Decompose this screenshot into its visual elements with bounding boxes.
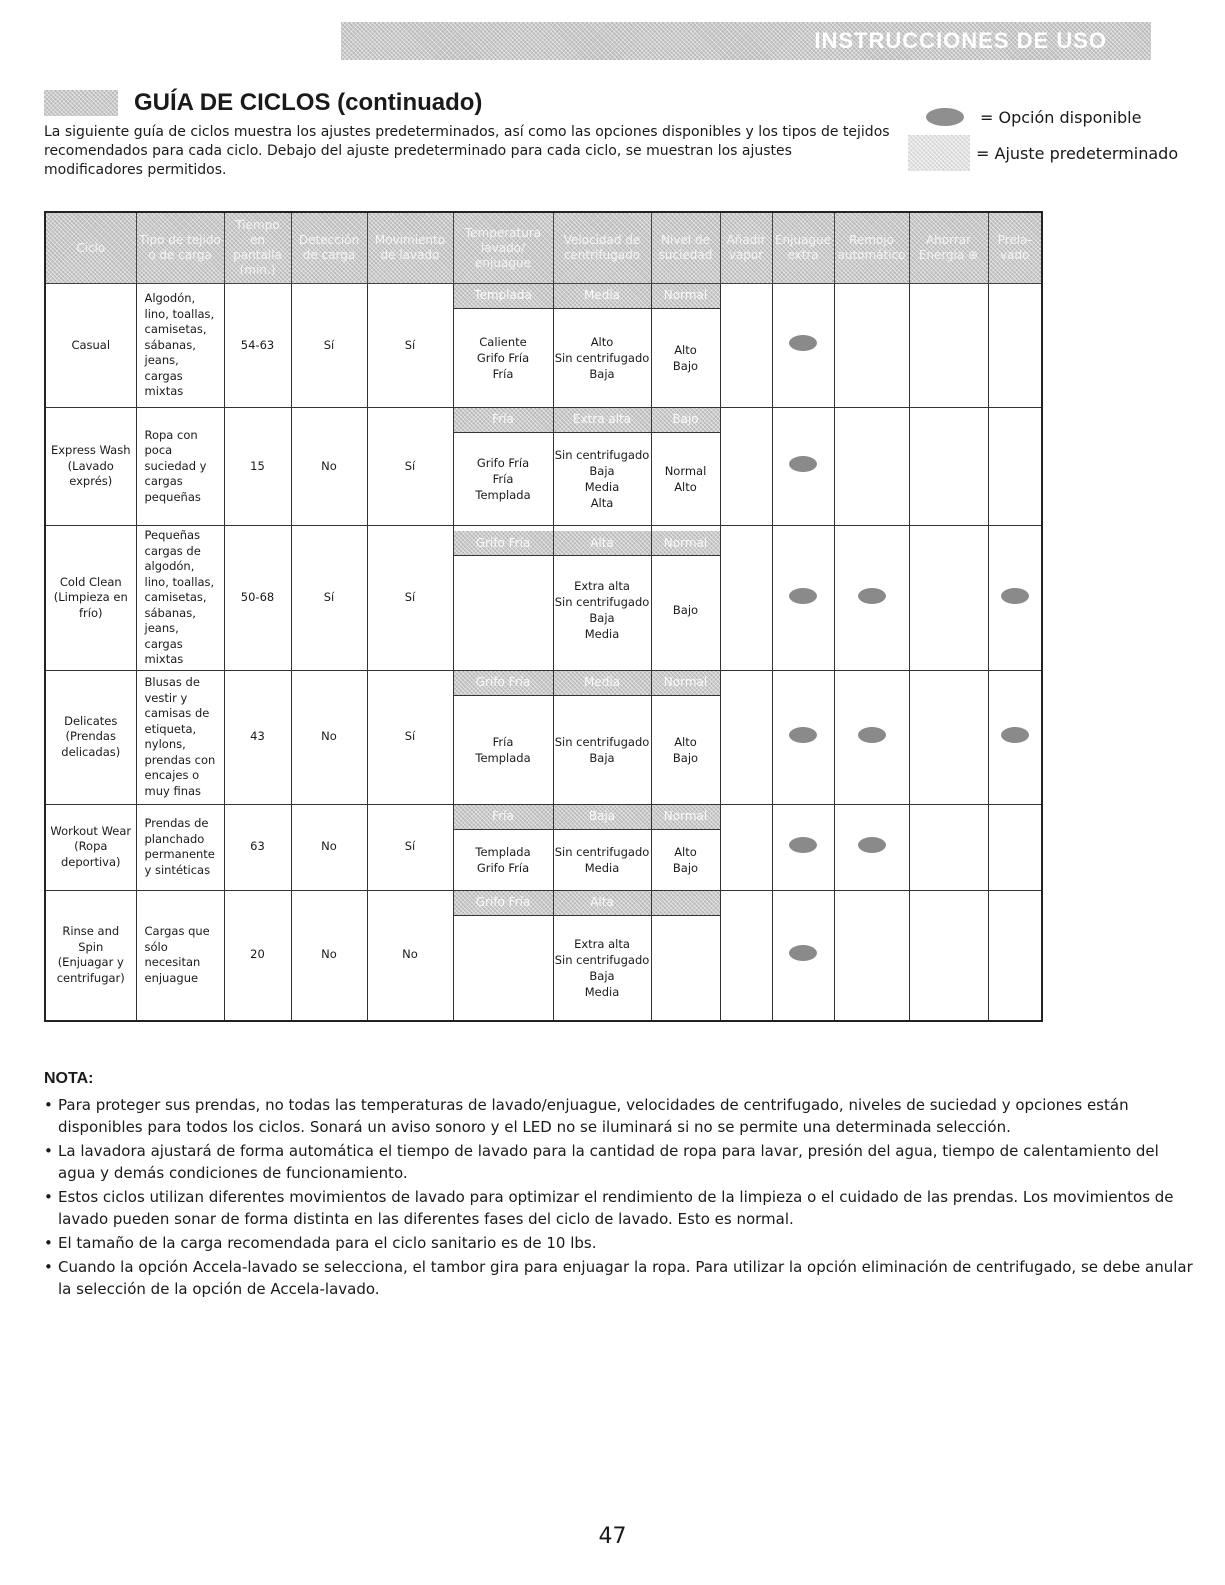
soil-modifier: Alto (674, 734, 697, 749)
spin-default: Extra alta (554, 408, 651, 433)
prewash-cell (988, 284, 1042, 408)
temp-modifiers (454, 556, 553, 664)
energy-saver-cell (909, 890, 988, 1021)
soil-modifier: Alto (674, 343, 697, 357)
column-header: Enjuague extra (772, 212, 834, 284)
prewash-cell (988, 526, 1042, 671)
cycle-name: Express Wash (Lavado exprés) (45, 408, 136, 526)
spin-default: Alta (554, 531, 651, 556)
soil-setting-cell (651, 284, 720, 408)
option-available-icon (1001, 727, 1029, 743)
spin-default: Media (554, 284, 651, 309)
wash-motion: Sí (367, 670, 453, 804)
table-row (45, 670, 1042, 804)
option-available-icon (789, 456, 817, 472)
page-number: 47 (598, 1524, 627, 1549)
soil-default: Normal (652, 284, 720, 309)
soil-setting (652, 671, 720, 804)
soil-setting-cell (651, 670, 720, 804)
spin-modifiers (554, 433, 651, 525)
soil-modifiers (652, 916, 720, 1020)
wash-motion: Sí (367, 804, 453, 890)
soil-default: Normal (652, 671, 720, 696)
load-detection: Sí (291, 284, 367, 408)
temp-modifiers (454, 433, 553, 525)
default-swatch-icon (908, 135, 970, 171)
soil-modifier: Bajo (672, 860, 699, 875)
note-item: • Para proteger sus prendas, no todas las temperaturas de lavado/enjuague, velocidades de centrifugado, niveles de suciedad y opciones están disponibles para todos los ciclos. Sonará un aviso sonoro y el LED no se iluminará si no se permite una determinada selección. (44, 1094, 1194, 1138)
add-steam-cell (720, 670, 772, 804)
soil-modifier: Bajo (672, 603, 699, 618)
spin-setting-cell (553, 890, 651, 1021)
option-available-icon (858, 727, 886, 743)
temp-setting-cell (453, 804, 553, 890)
spin-setting (554, 671, 651, 804)
spin-setting (554, 408, 651, 525)
spin-modifier: Media (584, 480, 620, 494)
prewash-cell (988, 670, 1042, 804)
prewash-cell (988, 408, 1042, 526)
notes-section (44, 1068, 1194, 1302)
spin-modifier: Alta (590, 496, 614, 510)
soil-setting-cell (651, 890, 720, 1021)
table-row (45, 804, 1042, 890)
add-steam-cell (720, 408, 772, 526)
temp-setting-cell (453, 526, 553, 671)
wash-motion: Sí (367, 526, 453, 671)
cycle-name: Rinse and Spin (Enjuagar y centrifugar) (45, 890, 136, 1021)
temp-modifier: Templada (475, 750, 531, 765)
soil-default (652, 891, 720, 916)
auto-soak-cell (834, 408, 909, 526)
option-available-icon (789, 588, 817, 604)
auto-soak-cell (834, 670, 909, 804)
temp-modifier: Fría (492, 367, 514, 381)
spin-modifiers (554, 556, 651, 664)
load-detection: No (291, 804, 367, 890)
load-detection: Sí (291, 526, 367, 671)
table-row (45, 890, 1042, 1021)
temp-setting-cell (453, 890, 553, 1021)
spin-setting (554, 531, 651, 664)
spin-modifier: Sin centrifugado (554, 734, 650, 749)
option-dot-icon (926, 108, 964, 126)
spin-setting (554, 284, 651, 407)
spin-setting (554, 805, 651, 890)
energy-saver-cell (909, 408, 988, 526)
temp-setting-cell (453, 670, 553, 804)
option-available-icon (1001, 588, 1029, 604)
temp-modifier: Caliente (479, 335, 527, 349)
spin-modifiers (554, 830, 651, 890)
spin-modifiers (554, 309, 651, 407)
table-row (45, 284, 1042, 408)
soil-setting (652, 805, 720, 890)
fabric-type: Pequeñas cargas de algodón, lino, toallas, camisetas, sábanas, jeans, cargas mixtas (136, 526, 224, 671)
soil-modifiers (652, 556, 720, 664)
temp-modifier: Grifo Fría (476, 456, 530, 470)
spin-modifier: Sin centrifugado (554, 595, 650, 610)
load-detection: No (291, 670, 367, 804)
spin-default: Alta (554, 891, 651, 916)
temp-setting (454, 408, 553, 525)
spin-setting-cell (553, 670, 651, 804)
temp-modifier: Grifo Fría (476, 351, 530, 365)
temp-setting-cell (453, 284, 553, 408)
legend-default-label: = Ajuste predeterminado (976, 143, 1179, 163)
table-row (45, 526, 1042, 671)
column-header: Velocidad de centrifugado (553, 212, 651, 284)
cycle-guide-table (44, 211, 1043, 1022)
display-time: 15 (224, 408, 291, 526)
temp-setting-cell (453, 408, 553, 526)
temp-default: Fría (454, 408, 553, 433)
spin-modifier: Media (584, 627, 620, 642)
temp-modifier: Templada (475, 488, 531, 502)
legend-default (908, 139, 1188, 167)
temp-modifier: Fría (492, 734, 514, 749)
column-header: Ciclo (45, 212, 136, 284)
display-time: 43 (224, 670, 291, 804)
note-item: • Estos ciclos utilizan diferentes movimientos de lavado para optimizar el rendimiento de la limpieza o el cuidado de las prendas. Los movimientos de lavado pueden sonar de forma distinta en las diferentes fases del ciclo de lavado. Esto es normal. (44, 1186, 1194, 1230)
spin-modifier: Sin centrifugado (554, 844, 650, 859)
soil-setting (652, 408, 720, 525)
legend (908, 103, 1188, 175)
add-steam-cell (720, 526, 772, 671)
soil-setting (652, 531, 720, 664)
section-banner (341, 22, 1151, 60)
spin-modifier: Media (584, 984, 620, 999)
spin-modifier: Sin centrifugado (554, 351, 650, 365)
spin-setting-cell (553, 408, 651, 526)
extra-rinse-cell (772, 670, 834, 804)
column-header: Movimiento de lavado (367, 212, 453, 284)
extra-rinse-cell (772, 526, 834, 671)
note-item: • Cuando la opción Accela-lavado se selecciona, el tambor gira para enjuagar la ropa. Para utilizar la opción eliminación de centrifugado, se debe anular la selección de la opción de Accela-lavado. (44, 1256, 1194, 1300)
column-header: Remojo automático (834, 212, 909, 284)
soil-modifiers (652, 433, 720, 525)
auto-soak-cell (834, 526, 909, 671)
soil-modifiers (652, 830, 720, 890)
prewash-cell (988, 890, 1042, 1021)
soil-setting-cell (651, 804, 720, 890)
soil-modifier: Alto (674, 844, 697, 859)
spin-setting-cell (553, 526, 651, 671)
page-title: GUÍA DE CICLOS (continuado) (134, 89, 483, 116)
temp-setting (454, 671, 553, 804)
spin-modifier: Baja (589, 464, 615, 478)
extra-rinse-cell (772, 408, 834, 526)
spin-setting-cell (553, 284, 651, 408)
fabric-type: Algodón, lino, toallas, camisetas, sábanas, jeans, cargas mixtas (136, 284, 224, 408)
spin-modifier: Baja (589, 611, 615, 626)
column-header: Temperatura lavado/ enjuague (453, 212, 553, 284)
display-time: 20 (224, 890, 291, 1021)
temp-modifier: Templada (475, 844, 531, 859)
intro-text: La siguiente guía de ciclos muestra los ajustes predeterminados, así como las opciones disponibles y los tipos de tejidos recomendados para cada ciclo. Debajo del ajuste predeterminado para cada ciclo, se muestran los ajustes modificadores permitidos. (44, 124, 890, 178)
spin-default: Media (554, 671, 651, 696)
wash-motion: Sí (367, 284, 453, 408)
soil-modifier: Bajo (672, 750, 699, 765)
title-marker (44, 90, 118, 116)
add-steam-cell (720, 804, 772, 890)
temp-setting (454, 891, 553, 1020)
fabric-type: Prendas de planchado permanente y sintéticas (136, 804, 224, 890)
spin-modifier: Baja (589, 968, 615, 983)
temp-setting (454, 805, 553, 890)
legend-available-label: = Opción disponible (980, 107, 1142, 127)
auto-soak-cell (834, 890, 909, 1021)
notes-list (44, 1094, 1194, 1300)
option-available-icon (789, 945, 817, 961)
soil-modifier: Alto (674, 480, 697, 494)
display-time: 63 (224, 804, 291, 890)
temp-modifiers (454, 309, 553, 407)
cycle-name: Cold Clean (Limpieza en frío) (45, 526, 136, 671)
column-header: Añadir vapor (720, 212, 772, 284)
column-header: Tiempo en pantalla (min.) (224, 212, 291, 284)
table-header-row (45, 212, 1042, 284)
fabric-type: Ropa con poca suciedad y cargas pequeñas (136, 408, 224, 526)
soil-setting-cell (651, 408, 720, 526)
auto-soak-cell (834, 284, 909, 408)
spin-modifier: Baja (589, 750, 615, 765)
spin-modifier: Baja (589, 367, 615, 381)
display-time: 54-63 (224, 284, 291, 408)
temp-default: Fría (454, 805, 553, 830)
legend-available (908, 103, 1188, 131)
energy-saver-cell (909, 284, 988, 408)
load-detection: No (291, 408, 367, 526)
soil-setting (652, 891, 720, 1020)
display-time: 50-68 (224, 526, 291, 671)
spin-modifiers (554, 696, 651, 804)
spin-modifier: Sin centrifugado (554, 448, 650, 462)
notes-title: NOTA: (44, 1070, 94, 1087)
temp-default: Templada (454, 284, 553, 309)
extra-rinse-cell (772, 804, 834, 890)
spin-modifier: Alto (590, 335, 614, 349)
spin-default: Baja (554, 805, 651, 830)
add-steam-cell (720, 890, 772, 1021)
wash-motion: Sí (367, 408, 453, 526)
cycle-name: Workout Wear (Ropa deportiva) (45, 804, 136, 890)
energy-saver-cell (909, 526, 988, 671)
prewash-cell (988, 804, 1042, 890)
note-item: • El tamaño de la carga recomendada para el ciclo sanitario es de 10 lbs. (44, 1232, 1194, 1254)
extra-rinse-cell (772, 284, 834, 408)
cycle-name: Casual (45, 284, 136, 408)
temp-modifiers (454, 916, 553, 1020)
table-row (45, 408, 1042, 526)
column-header: Tipo de tejido o de carga (136, 212, 224, 284)
temp-modifier: Grifo Fría (476, 860, 530, 875)
soil-default: Normal (652, 531, 720, 556)
auto-soak-cell (834, 804, 909, 890)
soil-setting (652, 284, 720, 407)
spin-modifier: Media (584, 860, 620, 875)
option-available-icon (789, 727, 817, 743)
spin-modifiers (554, 916, 651, 1020)
option-available-icon (858, 588, 886, 604)
soil-default: Bajo (652, 408, 720, 433)
soil-modifier: Normal (664, 464, 707, 478)
banner-text: INSTRUCCIONES DE USO (814, 28, 1107, 53)
load-detection: No (291, 890, 367, 1021)
wash-motion: No (367, 890, 453, 1021)
title-row (44, 87, 482, 119)
spin-modifier: Extra alta (574, 579, 630, 594)
note-item: • La lavadora ajustará de forma automática el tiempo de lavado para la cantidad de ropa para lavar, presión del agua, tiempo de calentamiento del agua y demás condiciones de funcionamiento. (44, 1140, 1194, 1184)
option-available-icon (789, 335, 817, 351)
temp-default: Grifo Fría (454, 891, 553, 916)
column-header: Detección de carga (291, 212, 367, 284)
temp-modifier: Fría (492, 472, 514, 486)
soil-modifiers (652, 696, 720, 804)
fabric-type: Cargas que sólo necesitan enjuague (136, 890, 224, 1021)
add-steam-cell (720, 284, 772, 408)
column-header: Prela- vado (988, 212, 1042, 284)
cycle-name: Delicates (Prendas delicadas) (45, 670, 136, 804)
option-available-icon (858, 837, 886, 853)
spin-modifier: Extra alta (574, 936, 630, 951)
temp-modifiers (454, 696, 553, 804)
temp-modifiers (454, 830, 553, 890)
temp-default: Grifo Fría (454, 671, 553, 696)
soil-setting-cell (651, 526, 720, 671)
spin-setting-cell (553, 804, 651, 890)
energy-saver-cell (909, 804, 988, 890)
spin-setting (554, 891, 651, 1020)
temp-default: Grifo Fría (454, 531, 553, 556)
soil-modifiers (652, 309, 720, 407)
temp-setting (454, 531, 553, 664)
soil-default: Normal (652, 805, 720, 830)
option-available-icon (789, 837, 817, 853)
temp-setting (454, 284, 553, 407)
column-header: Nivel de suciedad (651, 212, 720, 284)
column-header: Ahorrar Energía ⊕ (909, 212, 988, 284)
energy-saver-cell (909, 670, 988, 804)
spin-modifier: Sin centrifugado (554, 952, 650, 967)
extra-rinse-cell (772, 890, 834, 1021)
fabric-type: Blusas de vestir y camisas de etiqueta, nylons, prendas con encajes o muy finas (136, 670, 224, 804)
soil-modifier: Bajo (672, 359, 699, 373)
